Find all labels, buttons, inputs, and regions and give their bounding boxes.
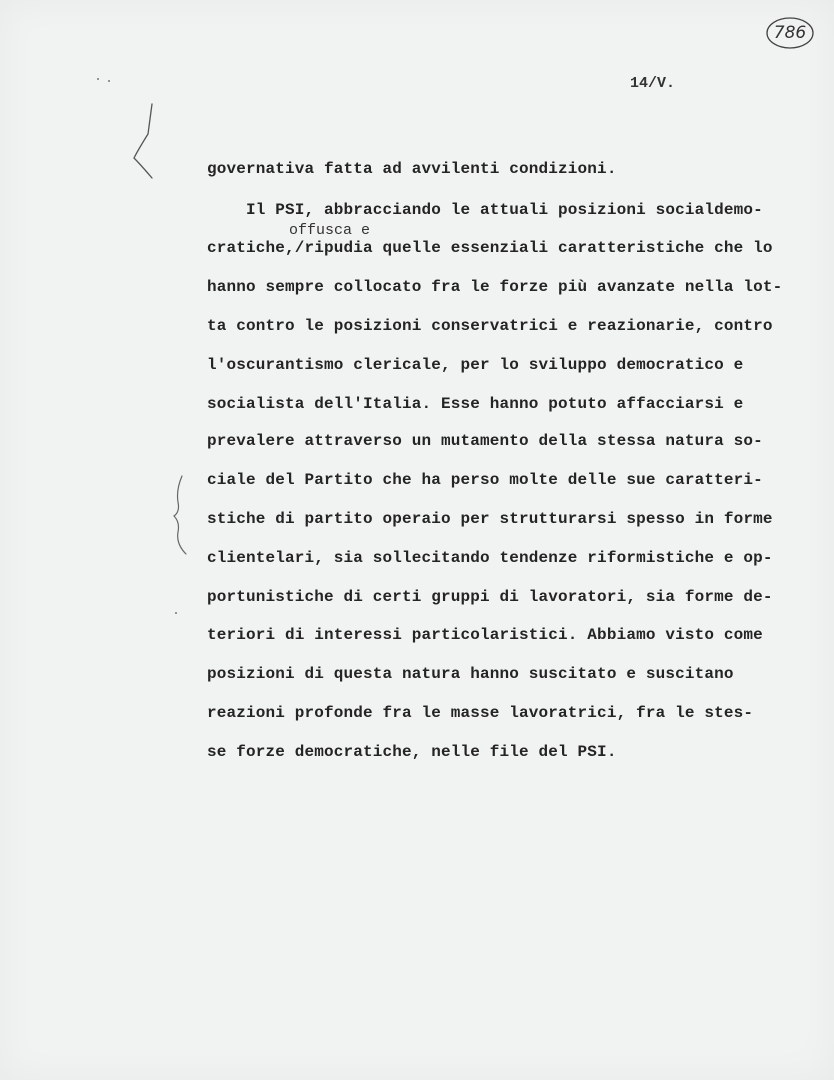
text-line: teriori di interessi particolaristici. Abbiamo visto come <box>207 626 763 644</box>
page-reference: 14/V. <box>630 75 676 92</box>
text-line: portunistiche di certi gruppi di lavoratori, sia forme de- <box>207 588 773 606</box>
text-line: reazioni profonde fra le masse lavoratrici, fra le stes- <box>207 704 754 722</box>
archive-number-stamp <box>765 16 815 50</box>
text-line: socialista dell'Italia. Esse hanno potuto affacciarsi e <box>207 395 744 413</box>
paper-speck <box>175 612 177 614</box>
margin-bracket-mark-icon <box>168 470 198 560</box>
text-line: ciale del Partito che ha perso molte delle sue caratteri- <box>207 471 763 489</box>
text-line: clientelari, sia sollecitando tendenze riformistiche e op- <box>207 549 773 567</box>
text-line: stiche di partito operaio per strutturarsi spesso in forme <box>207 510 773 528</box>
paper-speck <box>97 78 99 80</box>
text-line: posizioni di questa natura hanno suscitato e suscitano <box>207 665 734 683</box>
text-line: prevalere attraverso un mutamento della stessa natura so- <box>207 432 763 450</box>
handwritten-insertion: offusca e <box>289 222 371 239</box>
text-line: governativa fatta ad avvilenti condizioni. <box>207 160 617 178</box>
margin-pencil-mark-icon <box>128 100 168 190</box>
text-line: ta contro le posizioni conservatrici e reazionarie, contro <box>207 317 773 335</box>
text-line: se forze democratiche, nelle file del PSI. <box>207 743 617 761</box>
text-line: hanno sempre collocato fra le forze più avanzate nella lot- <box>207 278 783 296</box>
paper-speck <box>108 80 110 82</box>
text-line: cratiche,/ripudia quelle essenziali caratteristiche che lo <box>207 239 773 257</box>
text-line: l'oscurantismo clericale, per lo sviluppo democratico e <box>207 356 744 374</box>
archive-number: 786 <box>773 23 807 43</box>
text-line: Il PSI, abbracciando le attuali posizioni socialdemo- <box>207 201 763 219</box>
